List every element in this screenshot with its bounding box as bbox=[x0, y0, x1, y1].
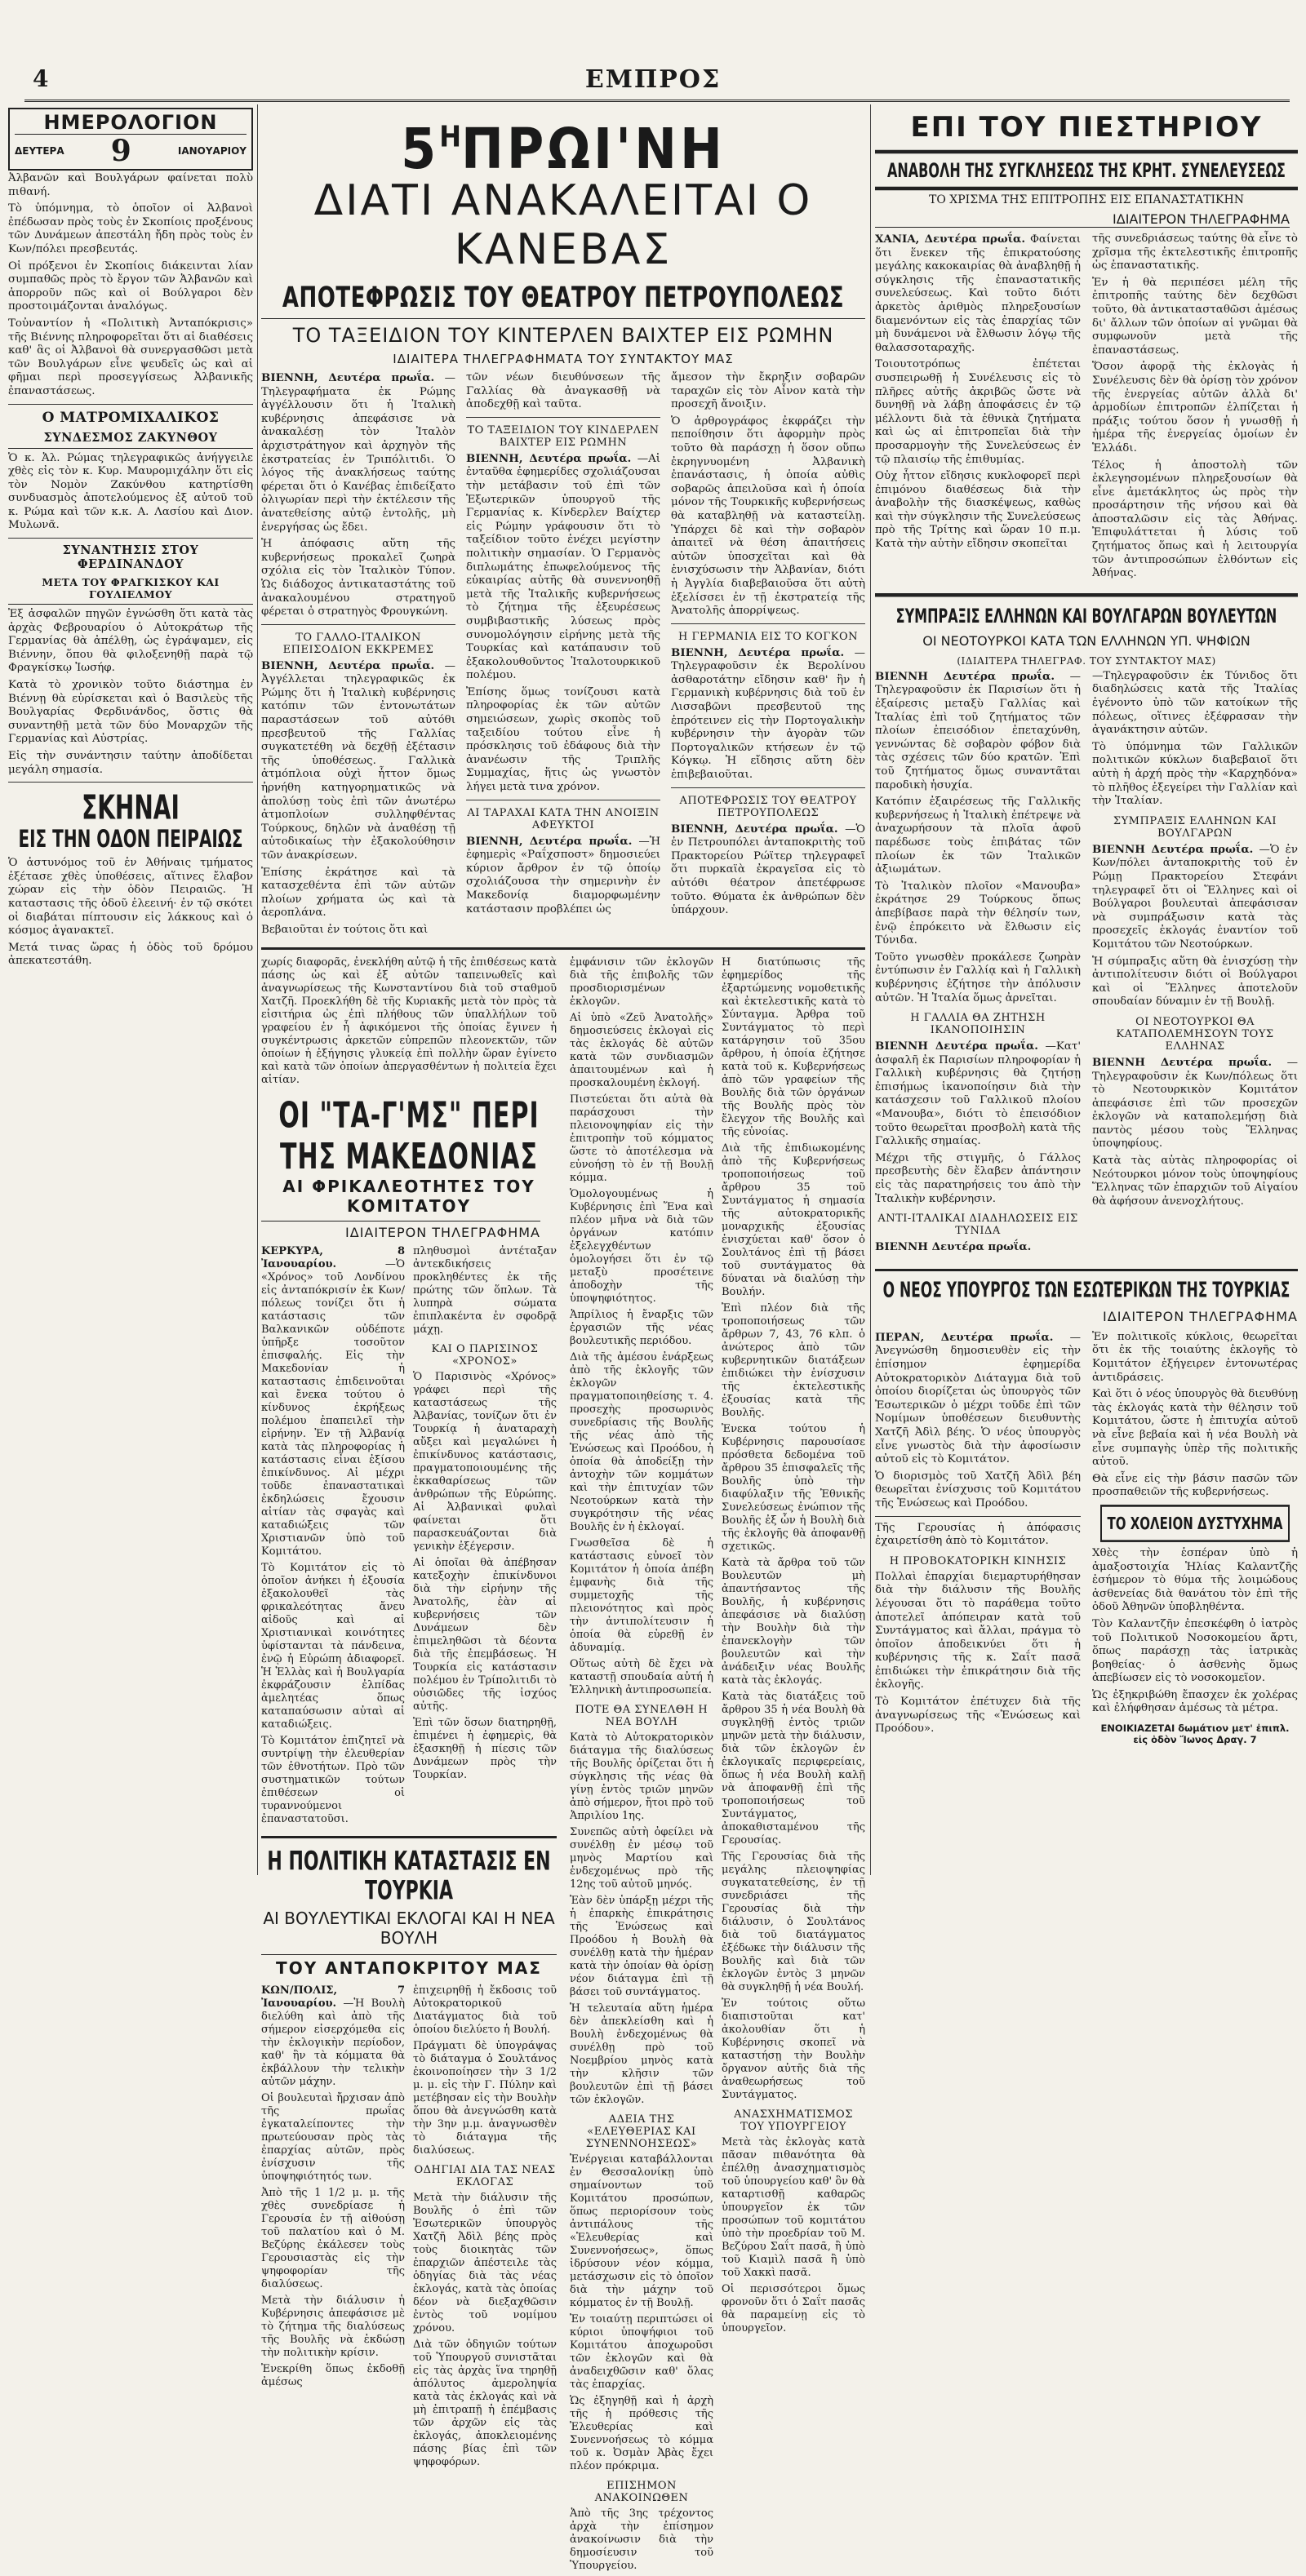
article-paragraph: Τὸ Κομιτάτον ἐπέτυχεν διὰ τῆς ἀναγνωρίσεως τῆς «Ἑνώσεως καὶ Προόδου». bbox=[875, 1696, 1081, 1736]
headline-anasximatismos: ΑΝΑΣΧΗΜΑΤΙΣΜΟΣ ΤΟΥ ΥΠΟΥΡΓΕΙΟΥ bbox=[734, 2108, 853, 2133]
article-paragraph bbox=[261, 1984, 405, 2089]
article-paragraph: Κατὰ τὸ χρονικὸν τοῦτο διάστημα ἐν Βιέννῃ θὰ εὑρίσκεται καὶ ὁ Βασιλεὺς τῆς Βουλγαρίας Φερδινάνδος, ὅστις θὰ συναντηθῇ μετὰ τῶν δύο Μοναρχῶν τῆς Γερμανίας καὶ Αὐστρίας. bbox=[8, 679, 253, 746]
article-text: —Τηλεγραφοῦσιν ἐκ Κων/πόλεως ὅτι τὸ Νεοτουρκικὸν Κομιτάτον ἀπεφάσισε ἐπὶ τῶν προσεχῶν ἐκλογῶν νὰ καταπολεμήσῃ διὰ παντὸς μέσου τοὺς Ἕλληνας ὑποψηφίους. bbox=[1092, 1056, 1299, 1151]
article-paragraph: Τέλος ἡ ἀποστολὴ τῶν ἐκλεγησομένων πληρεξουσίων θὰ εἶνε ἀμετάκλητος ὡς πρὸς τὴν προσάρτησιν τῆς νήσου καὶ θὰ ἀποσταλῶσιν εἰς τὰς Ἀθήνας. Ἐπιφυλάττεται ἡ λύσις τοῦ ζητήματος ὅπως καὶ ἡ λειτουργία τῶν ἀντιπροσώπων ἐλθόντων εἰς Ἀθήνας. bbox=[1092, 459, 1298, 580]
calendar-box bbox=[8, 108, 253, 171]
headline-idiaiteron: ΙΔΙΑΙΤΕΡΟΝ ΤΗΛΕΓΡΑΦΗΜΑ bbox=[261, 1221, 540, 1240]
headline-gallia: Η ΓΑΛΛΙΑ ΘΑ ΖΗΤΗΣΗ ΙΚΑΝΟΠΟΙΗΣΙΝ bbox=[910, 1012, 1046, 1037]
article-paragraph: Ἐπὶ πλέον διὰ τῆς τροποποιήσεως τῶν ἄρθρων 7, 43, 76 κλπ. ὁ ἀνώτερος ἀπὸ τῶν κυβερνητικῶν διατάξεων ἐπιδιώκει τὴν ἐνίσχυσιν τῆς ἐκτελεστικῆς ἐξουσίας κατὰ τῆς Βουλῆς. bbox=[722, 1301, 865, 1419]
article-paragraph: Τοιουτοτρόπως ἐπέτεται συσπειρωθῇ ἡ Συνέλευσις εἰς τὸ πλῆρες αὐτῆς ἀκριβῶς ὥστε νὰ δυνηθῇ νὰ λάβῃ ἀποφάσεις ἐν τῷ μέλλοντι διὰ τὰ ἐθνικὰ ζητήματα καὶ ὡς αἱ ἐπιτροπεῖαι διὰ τὴν προσαρμογὴν τῆς Συνελεύσεως ἐν τῷ πλαισίῳ τῆς ἐπιθυμίας. bbox=[875, 358, 1081, 466]
article-paragraph: Τὸ Ἰταλικὸν πλοῖον «Μανουβα» ἐκράτησε 29 Τούρκους ὅπως ἀπεβίβασε παρὰ τὴν θέλησίν των, ἐνῷ ἐπρόκειτο νὰ ἔλθωσιν εἰς Τύνιδα. bbox=[875, 880, 1081, 947]
article-paragraph: Μετὰ τὴν διάλυσιν τῆς Βουλῆς ὁ ἐπὶ τῶν Ἐσωτερικῶν ὑπουργὸς Χατζῆ Ἀδὶλ βέης πρὸς τοὺς διοικητὰς τῶν ἐπαρχιῶν ἀπέστειλε τὰς ὁδηγίας διὰ τὰς νέας ἐκλογάς, κατὰ τὰς ὁποίας δέον νὰ διεξαχθῶσιν ἐντὸς τοῦ νομίμου χρόνου. bbox=[413, 2191, 557, 2334]
frik-columns bbox=[261, 1245, 557, 1829]
dateline: ΒΙΕΝΝΗ, Δευτέρα πρωΐα. bbox=[671, 645, 845, 659]
headline-neos-ypourgos: Ο ΝΕΟΣ ΥΠΟΥΡΓΟΣ ΤΩΝ ΕΣΩΤΕΡΙΚΩΝ ΤΗΣ ΤΟΥΡΚΙΑΣ bbox=[875, 1269, 1298, 1303]
article-text: —Ὁ «Χρόνος» τοῦ Λονδίνου εἰς ἀνταπόκρισίν ἐκ Κων/πόλεως τονίζει ὅτι ἡ κατάστασις τῶν Βαλκανικῶν οὐδέποτε ὑπῆρξε τοσοῦτον ἐπισφαλής. Εἰς τὴν Μακεδονίαν ἡ καταστασις ἐπιδεινοῦται καὶ ἔνεκα τούτου ὁ κίνδυνος ἐκρήξεως πολέμου ἐπαπειλεῖ τὴν εἰρήνην. Ἐν τῇ Ἀλβανίᾳ κατὰ τὰς πληροφορίας ἡ κατάστασις εἶναι ἐξίσου ἐπικίνδυνος. Αἱ μέχρι τοῦδε ἐπαναστατικαὶ ἐκδηλώσεις ἔχουσιν αἰτίαν τὰς σφαγὰς καὶ καταδιώξεις τῶν Χριστιανῶν ὑπὸ τοῦ Κομιτάτου. bbox=[261, 1257, 405, 1558]
article-paragraph: Θὰ εἶνε εἰς τὴν βάσιν πασῶν τῶν προσπαθειῶν τῆς κυβερνήσεως. bbox=[1092, 1472, 1298, 1499]
article-paragraph: Ὁ διορισμὸς τοῦ Χατζῆ Ἀδὶλ βέη θεωρεῖται ἐνίσχυσις τοῦ Κομιτάτου τῆς Ἑνώσεως καὶ Προόδου. bbox=[875, 1470, 1081, 1510]
article-paragraph bbox=[875, 670, 1081, 792]
article-paragraph: Μετὰ τὰς ἐκλογὰς κατὰ πᾶσαν πιθανότητα θὰ ἐπέλθῃ ἀνασχηματισμὸς τοῦ ὑπουργείου καθ' ὃν θὰ καταρτισθῇ καθαρῶς ὑπουργεῖον ἐκ τῶν προσώπων τοῦ κομιτάτου ὑπὸ τὴν προεδρίαν τοῦ Μ. Βεζύρου Σαΐτ πασᾶ, ἢ ὑπὸ τοῦ Κιαμὶλ πασᾶ ἢ ὑπὸ τοῦ Χακκὶ πασᾶ. bbox=[722, 2135, 865, 2279]
article-paragraph: τῆς συνεδριάσεως ταύτης θὰ εἶνε τὸ χρῖσμα τῆς ἐκτελεστικῆς ἐπιτροπῆς ὡς ἐπαναστατικῆς. bbox=[1092, 233, 1298, 273]
calendar-date bbox=[15, 134, 247, 167]
article-paragraph: Ἀπὸ τῆς 1 1/2 μ. μ. τῆς χθὲς συνεδρίασε ἡ Γερουσία ἐν τῇ αἰθούσῃ τοῦ παλατίου καὶ ὁ Μ. Βεζύρης ἐκάλεσεν τοὺς Γερουσιαστὰς εἰς τὴν ψηφοφορίαν τῆς διαλύσεως. bbox=[261, 2186, 405, 2290]
article-paragraph: Ἀπὸ τῆς 3ης τρέχοντος ἀρχὰ τὴν ἐπίσημον ἀνακοίνωσιν διὰ τὴν δημοσίευσιν τοῦ Ὑπουργείου. bbox=[570, 2507, 713, 2572]
dateline: ΒΙΕΝΝΗ, Δευτέρα πρωΐα. bbox=[671, 822, 838, 836]
article-text: —Κατ' ἀσφαλῆ ἐκ Παρισίων πληροφορίαν ἡ Γαλλικὴ κυβέρνησις θὰ ζητήσῃ ἐπισήμως ἱκανοποίησιν διὰ τὴν κατάσχεσιν τοῦ Γαλλικοῦ πλοίου «Μανουβα», διότι τὸ ἐπεισόδιον τοῦτο θεωρεῖται προσβολὴ κατὰ τῆς Γαλλικῆς σημαίας. bbox=[875, 1040, 1082, 1148]
dateline: ΒΙΕΝΝΗ Δευτέρα πρωΐα. bbox=[1092, 842, 1254, 856]
article-text: —Ὁ ἐν Πετρουπόλει ἀνταποκριτὴς τοῦ Πρακτορείου Ρώϊτερ τηλεγραφεῖ ὅτι πυρκαϊὰ ἐκραγεῖσα εἰς τὸ αὐτόθι θέατρον ἀπετέφρωσε τοῦτο. Θύματα ἐκ ἀνθρώπων δὲν ὑπάρχουν. bbox=[671, 822, 865, 917]
section-rule bbox=[8, 404, 253, 405]
article-paragraph: Τῆς Γερουσίας ἡ ἀπόφασις ἐχαιρετίσθη ἀπὸ τὸ Κομιτάτον. bbox=[875, 1521, 1081, 1548]
article-paragraph: Χθὲς τὴν ἑσπέραν ὑπὸ ἡ ἀμαξοστοιχία Ἡλίας Καλαντζῆς ἐσήμερον τὸ θύμα τῆς λοιμώδους ἀσθενείας διὰ θανάτου τὸν ἐπὶ τῆς ὁδοῦ Ἀθηνῶν ὑποβληθέντα. bbox=[1092, 1546, 1298, 1614]
article-paragraph: ἐπιχειρηθῇ ἡ ἔκδοσις τοῦ Αὐτοκρατορικοῦ Διατάγματος διὰ τοῦ ὁποίου διελύετο ἡ Βουλή. bbox=[413, 1984, 557, 2036]
article-paragraph: Ἀπρίλιος ἡ ἔναρξις τῶν ἐργασιῶν τῆς νέας βουλευτικῆς περιόδου. bbox=[570, 1308, 713, 1347]
article-paragraph bbox=[1092, 843, 1298, 952]
lower-center-columns bbox=[261, 956, 865, 2576]
dateline: ΧΑΝΙΑ, Δευτέρα πρωΐα. bbox=[875, 233, 1026, 246]
column-right bbox=[875, 108, 1298, 1878]
article-paragraph: Μετά τινας ὥρας ἡ ὁδὸς τοῦ δρόμου ἀπεκατεστάθη. bbox=[8, 941, 253, 968]
article-paragraph: Ἐνεκα τούτου ἡ Κυβέρνησις παρουσίασε πρόσθετα δεδομένα τοῦ ἄρθρου 35 ἐπισφαλεῖς τῆς Βουλῆς ὑπὸ τὴν διαφύλαξιν τῆς Ἐθνικῆς Συνελεύσεως ἐνώπιον τῆς Βουλῆς ἐξ ὧν ἡ Βουλὴ διὰ τῆς ἐκλογῆς θὰ ἀποφανθῇ σχετικῶς. bbox=[722, 1422, 865, 1553]
article-paragraph: Τοῦτο γνωσθὲν προκάλεσε ζωηρὰν ἐντύπωσιν ἐν Γαλλίᾳ καὶ ἡ Γαλλικὴ κυβέρνησις ἐζήτησε τὴν ἀπόλυσιν αὐτῶν. Ἡ Ἰταλία ὅμως ἀρνεῖται. bbox=[875, 951, 1081, 1004]
main-headline-text: ΠΡΩΙ'ΝΗ bbox=[461, 116, 726, 182]
article-paragraph: Ὁμολογουμένως ἡ Κυβέρνησις ἐπὶ Ἕνα καὶ πλέον μῆνα νὰ διὰ τῶν ὀργάνων κατόπιν ἐξελεγχθέντων ὁμολογήσει ὅτι ἐν τῷ μεταξὺ προσέτεινε ἀποδοχὴν τῆς ὑποψηφιότητος. bbox=[570, 1187, 713, 1305]
headline-vouleftikai: ΑΙ ΒΟΥΛΕΥΤΙΚΑΙ ΕΚΛΟΓΑΙ ΚΑΙ Η ΝΕΑ ΒΟΥΛΗ bbox=[263, 1908, 555, 1948]
article-paragraph: Ἀλβανῶν καὶ Βουλγάρων φαίνεται πολὺ πιθανή. bbox=[8, 172, 253, 198]
headline-frikaleotites: ΑΙ ΦΡΙΚΑΛΕΟΤΗΤΕΣ ΤΟΥ ΚΟΜΙΤΑΤΟΥ bbox=[282, 1176, 535, 1216]
dateline: ΚΕΡΚΥΡΑ, 8 Ἰανουαρίου. bbox=[261, 1244, 405, 1270]
article-paragraph: Οἱ βουλευταὶ ἤρχισαν ἀπὸ τῆς πρωΐας ἐγκαταλείποντες τὴν πρωτεύουσαν πρὸς τὰς ἐπαρχίας αὐτῶν, πρὸς ἐνίσχυσιν τῆς ὑποψηφιότητός των. bbox=[261, 2091, 405, 2183]
article-paragraph bbox=[261, 371, 455, 534]
headline-tarachai: ΑΙ ΤΑΡΑΧΑΙ ΚΑΤΑ ΤΗΝ ΑΝΟΙΞΙΝ ΑΦΕΥΚΤΟΙ bbox=[467, 806, 660, 831]
dateline: ΒΙΕΝΝΗ, Δευτέρα πρωΐα. bbox=[261, 658, 435, 672]
article-text: —Ἡ Βουλὴ διελύθη καὶ ἀπὸ τῆς σήμερον εἰσερχόμεθα εἰς τὴν ἐκλογικὴν περίοδον, καθ' ἣν τὰ κόμματα θὰ ἐκβάλλουν τὴν τελικὴν αὐτῶν μάχην. bbox=[261, 1997, 405, 2088]
headline-provokatoriki: Η ΠΡΟΒΟΚΑΤΟΡΙΚΗ ΚΙΝΗΣΙΣ bbox=[889, 1554, 1067, 1567]
article-paragraph: Κατὰ τὰς αὐτὰς πληροφορίας οἱ Νεότουρκοι μόνον τοὺς ὑποψηφίους Ἕλληνας τῶν ἐπαρχιῶν τοῦ Αἰγαίου θὰ ἀφήσουν ἀνενοχλήτους. bbox=[1092, 1155, 1298, 1208]
headline-antapokritou: ΤΟΥ ΑΝΤΑΠΟΚΡΙΤΟΥ ΜΑΣ bbox=[261, 1954, 557, 1978]
article-paragraph: Αἱ ὁποῖαι θὰ ἀπέβησαν κατεξοχὴν ἐπικίνδυνοι διὰ τὴν εἰρήνην τῆς Ἀνατολῆς, ἐὰν αἱ κυβερνήσεις τῶν Δυνάμεων δὲν ἐπιμεληθῶσι τὰ δέοντα διὰ τῆς ἐπεμβάσεως. Ἡ Τουρκία εἰς κατάστασιν πολέμου ἐν Τρίπολιτιδι τὸ οὐσιῶδες τῆς ἰσχύος αὐτῆς. bbox=[413, 1556, 557, 1713]
article-paragraph: Ἐπίσης ὅμως τονίζουσι κατὰ πληροφορίας ἐκ τῶν αὐτῶν σημειώσεων, χωρὶς σκοπὸς τοῦ ταξειδίου τούτου εἶνε ἡ πρόσκλησις τοῦ ἐδάφους διὰ τὴν ἀνανέωσιν τῆς Τριπλῆς Συμμαχίας, ἥτις ὡς γνωστὸν λήγει μετὰ τινα χρόνον. bbox=[466, 685, 660, 794]
sympraxis-columns bbox=[875, 670, 1298, 1258]
neos-col-a bbox=[875, 1331, 1081, 1745]
article-paragraph bbox=[466, 452, 660, 683]
headline-idiaiteron: ΙΔΙΑΙΤΕΡΟΝ ΤΗΛΕΓΡΑΦΗΜΑ bbox=[875, 211, 1290, 228]
article-text: —Τηλεγραφοῦσιν ἐκ Βερολίνου ἀσθαροτάτην εἴδησιν καθ' ἣν ἡ Γερμανικὴ κυβέρνησις διὰ τοῦ ἐν Λισσαβῶνι πρεσβευτοῦ της ἐπρότεινεν εἰς τὴν Πορτογαλικὴν κυβέρνησιν τὴν ἀγορὰν τῶν Πορτογαλικῶν κτήσεων ἐν τῷ Κόγκῳ. Ἡ εἴδησις αὕτη δὲν ἐπιβεβαιοῦται. bbox=[671, 646, 865, 782]
telegram-col-a bbox=[261, 371, 455, 941]
dateline: ΒΙΕΝΝΗ Δευτέρα πρωΐα. bbox=[875, 1240, 1032, 1254]
headline-odigiai: ΟΔΗΓΙΑΙ ΔΙΑ ΤΑΣ ΝΕΑΣ ΕΚΛΟΓΑΣ bbox=[414, 2163, 556, 2188]
headline-taxeidion: ΤΟ ΤΑΞΕΙΔΙΟΝ ΤΟΥ ΚΙΝΔΕΡΛΕΝ ΒΑΙΧΤΕΡ ΕΙΣ ΡΩΜΗΝ bbox=[467, 423, 660, 449]
lower-left bbox=[261, 956, 557, 2576]
article-paragraph: Καὶ ὅτι ὁ νέος ὑπουργὸς θὰ διευθύνῃ τὰς ἐκλογάς κατὰ τὴν θέλησιν τοῦ Κομιτάτου, ὥστε ἡ ἐπιτυχία αὐτοῦ νὰ εἶνε βεβαία καὶ ἡ νέα Βουλὴ νὰ εἶνε συμπαγὴς ὑπὲρ τῆς πολιτικῆς αὐτοῦ. bbox=[1092, 1388, 1298, 1469]
article-paragraph: πληθυσμοὶ ἀντέταξαν ἀντεκδικήσεις προκληθέντες ἐκ τῆς πρώτης τῶν ὅπλων. Τὰ λυπηρὰ σώματα ἐπιπλακέντα ἐν σφοδρᾷ μάχῃ. bbox=[413, 1244, 557, 1336]
article-paragraph: Ὁ κ. Ἀλ. Ρώμας τηλεγραφικῶς ἀνήγγειλε χθὲς εἰς τὸν κ. Κυρ. Μαυρομιχάλην ὅτι εἰς τὸν Νομὸν Ζακύνθου κατηρτίσθη συνδυασμὸς ἀποτελούμενος ἐξ αὐτοῦ τοῦ κ. Ρώμα καὶ τῶν κ.κ. Α. Λασίου καὶ Διον. Μυλωνᾶ. bbox=[8, 451, 253, 532]
column-left bbox=[8, 108, 253, 1878]
article-paragraph bbox=[1092, 1056, 1298, 1151]
lower-right-col-b bbox=[722, 956, 865, 2576]
article-paragraph: Τοὐναντίον ἡ «Πολιτικὴ Ἀνταπόκρισις» τῆς Βιέννης πληροφορεῖται ὅτι αἱ διαθέσεις καθ' ἃς οἱ Ἀλβανοὶ θὰ συνεργασθῶσι μετὰ τῶν Βουλγάρων εἶνε ψευδεῖς ὡς καὶ αἱ φῆμαι περὶ προσεγγίσεως Ἀλβανικῆς ἐπαναστάσεως. bbox=[8, 317, 253, 397]
neos-col-b bbox=[1092, 1331, 1298, 1745]
article-paragraph: Τὸ ὑπόμνημα τῶν Γαλλικῶν πολιτικῶν κύκλων διαβεβαιοῖ ὅτι αὐτὴ ἡ ἀρχή πρὸς τὴν «Καρχηδόνα» τὸ πλῆθος ἐξεγείρει τὴν Γαλλίαν καὶ τὴν Ἰταλίαν. bbox=[1092, 740, 1298, 808]
headline-adeia: ΑΔΕΙΑ ΤΗΣ «ΕΛΕΥΘΕΡΙΑΣ ΚΑΙ ΣΥΝΕΝΝΟΗΣΕΩΣ» bbox=[585, 2113, 698, 2150]
subhead-idiaitera: ΙΔΙΑΙΤΕΡΑ ΤΗΛΕΓΡΑΦΗΜΑΤΑ ΤΟΥ ΣΥΝΤΑΚΤΟΥ ΜΑΣ bbox=[393, 352, 734, 366]
article-paragraph: Διὰ τῆς ἀμέσου ἐνάρξεως ἀπὸ τῆς ἐκλογῆς τῶν ἐκλογῶν πραγματοποιηθείσης τ. 4. προσεχὴς προσωρινὸς συνεδρίασις τῆς Βουλῆς τῆς νέας ἀπὸ τῆς Ἑνώσεως καὶ Προόδου, ἡ ὁποία θὰ ἀποδείξῃ τὴν ἀντοχὴν τῶν κομμάτων καὶ τὴν ἐπιτυχίαν τῶν Νεοτούρκων κατὰ τὴν συγκρότησιν τῆς νέας Βουλῆς ἐν ἡ ἐκλογαί. bbox=[570, 1350, 713, 1533]
article-paragraph: Ἐπίσης ἐκράτησε καὶ τὰ κατασχεθέντα ἐπὶ τῶν αὐτῶν πλοίων χρήματα ὡς καὶ τὰ ἀεροπλάνα. bbox=[261, 866, 455, 920]
headline-pote: ΠΟΤΕ ΘΑ ΣΥΝΕΛΘΗ Η ΝΕΑ ΒΟΥΛΗ bbox=[575, 1703, 709, 1728]
article-paragraph: Οἱ περισσότεροι ὅμως φρονοῦν ὅτι ὁ Σαΐτ πασᾶς θὰ παραμείνῃ εἰς τὸ ὑπουργεῖον. bbox=[722, 2282, 865, 2334]
main-headline-sup: Η bbox=[439, 119, 462, 154]
article-paragraph: Οἱ πρόξενοι ἐν Σκοπίοις διάκεινται λίαν συμπαθῶς πρὸς τὸ ἔργον τῶν Ἀλβανῶν καὶ ἀπορροῦν πῶς καὶ οἱ Βούλγαροι δὲν προστοιμάζονται ἀναλόγως. bbox=[8, 259, 253, 313]
headline-epi-tou-piestiriou: ΕΠΙ ΤΟΥ ΠΙΕΣΤΗΡΙΟΥ bbox=[910, 111, 1263, 144]
article-text: —Τηλεγραφοῦσιν ἐκ Παρισίων ὅτι ἡ ἐξαίρεσις μεταξὺ Γαλλίας καὶ Ἰταλίας ἐπὶ τοῦ ζητήματος τῶν πλοίων ἐπεισόδιον ἐπεταχύνθη, γεννώντας δὲ σοβαρὸν φόβον διὰ τὰς σχέσεις τῶν δύο κρατῶν. Ἐπὶ τοῦ ζητήματος ὅμως συναντᾶται παροδικὴ ἡσυχία. bbox=[875, 670, 1082, 791]
headline-kanevas: ΔΙΑΤΙ ΑΝΑΚΑΛΕΙΤΑΙ Ο ΚΑΝΕΒΑΣ bbox=[313, 176, 813, 274]
article-text: —Ὁ ἐν Κων/πόλει ἀνταποκριτὴς τοῦ ἐν Ρώμῃ Πρακτορείου Στεφάνι τηλεγραφεῖ ὅτι οἱ Ἕλληνες καὶ οἱ Βούλγαροι βουλευταὶ ἀπεφάσισαν νὰ συμπράξωσιν κατὰ τὰς προσεχεῖς ἐκλογάς ἐναντίον τοῦ Κομιτάτου τῶν Νεοτούρκων. bbox=[1092, 843, 1299, 951]
article-paragraph: Η διατύπωσις τῆς ἐφημερίδος τῆς ἐξαρτώμενης νομοθετικῆς καὶ ἐκτελεστικῆς κατὰ τὸ Σύνταγμα. Ἀρθρα τοῦ Συντάγματος τὸ περὶ κατάργησιν τοῦ 35ου ἄρθρου, ἡ ὁποία ἐζήτησε κατὰ τοῦ κ. Κυβερνήσεως ἀπὸ τῶν γραφείων τῆς Βουλῆς διὰ τῶν ὀργάνων τῆς Βουλῆς πρὸς τὸν ἔλεγχον τῆς Βουλῆς καὶ τῆς εὐνοίας. bbox=[722, 955, 865, 1138]
article-paragraph: Ἐν τούτοις οὕτω διαπιστοῦται κατ' ἀκολουθίαν ὅτι ἡ Κυβέρνησις σκοπεῖ νὰ καταστήσῃ τὴν Βουλὴν ὄργανον αὐτῆς διὰ τῆς ἀναθεωρήσεως τοῦ Συντάγματος. bbox=[722, 1997, 865, 2101]
polit-columns bbox=[261, 1984, 557, 2472]
article-paragraph: ἄμεσον τὴν ἔκρηξιν σοβαρῶν ταραχῶν εἰς τὸν Αἶνον κατὰ τὴν προσεχῆ ἄνοιξιν. bbox=[671, 371, 865, 411]
article-paragraph: Ἡ τελευταία αὕτη ἡμέρα δὲν ἀπεκλείσθη καὶ ἡ Βουλὴ ἐνδεχομένως θὰ συνέλθῃ πρὸ τοῦ Νοεμβρίου μηνὸς κατὰ τὴν κλῆσιν τῶν βουλευτῶν ἐπὶ τῇ βάσει τῶν ἐκλογῶν. bbox=[570, 2002, 713, 2106]
dateline: ΚΩΝ/ΠΟΛΙΣ, 7 Ἰανουαρίου. bbox=[261, 1984, 405, 2010]
sympraxis-col-b bbox=[1092, 670, 1298, 1258]
page-number: 4 bbox=[33, 65, 49, 92]
article-paragraph: Οὕτως αὐτὴ δὲ ἔχει νὰ καταστῇ σπουδαία αὐτή ἡ Ἑλληνικὴ ἀντιπροσωπεία. bbox=[570, 1657, 713, 1696]
article-paragraph bbox=[671, 822, 865, 918]
section-rule bbox=[671, 623, 865, 624]
article-paragraph: Τῆς Γερουσίας διὰ τῆς μεγάλης πλειοψηφίας συγκατατεθείσης, ἐν τῇ συνεδριάσει τῆς Γερουσίας διὰ τὴν διάλυσιν, ὁ Σουλτάνος διὰ τοῦ διατάγματος ἐξέδωκε τὴν διάλυσιν τῆς Βουλῆς καὶ διὰ τῶν ἐκλογῶν ἐντὸς 3 μηνῶν θὰ συγκληθῇ ἡ νέα Βουλή. bbox=[722, 1850, 865, 1993]
headline-matromichalikos: Ο ΜΑΤΡΟΜΙΧΑΛΙΚΟΣ bbox=[42, 409, 220, 426]
headline-anti-italikai: ΑΝΤΙ-ΙΤΑΛΙΚΑΙ ΔΙΑΔΗΛΩΣΕΙΣ ΕΙΣ ΤΥΝΙΔΑ bbox=[877, 1213, 1078, 1238]
article-paragraph: Ὁ ἀρθρογράφος ἐκφράζει τὴν πεποίθησιν ὅτι ἀφορμὴν πρὸς τοῦτο θὰ παράσχῃ ἡ ὅσον οὕπω ἐκρηγνυομένη Ἀλβανικὴ ἐπανάστασις, ἡ ὁποία αὐθὶς σοβαρῶς ἀπειλοῦσα καὶ ἡ ὁποία μόνον τῆς Τουρκικῆς κυβερνήσεως θὰ καταβληθῇ νὰ καταστείλῃ. Ὑπάρχει δὲ καὶ τὴν σοβαρὸν ἀπαιτεῖ νὰ θέση ἀπαιτήσεις αὐτῶν ὑποσχεῖται καὶ θὰ ἐνισχύσωσιν τὴν Ἀλβανίαν, διότι ἡ Ἀγγλία διαβεβαιοῦσα ὅτι αὐτὴ ἐξελίσσει ἐν τῇ ἐκστρατείᾳ τῆς Ἀνατολῆς ἀπορρίψεως. bbox=[671, 415, 865, 618]
article-paragraph: Αἱ ὑπὸ «Ζεῦ Ἀνατολῆς» δημοσιεύσεις ἐκλογαὶ εἰς τὰς ἐκλογάς δὲ αὐτῶν κατὰ τῶν συνδιασμῶν ἀπαιτουμένων καὶ ἡ προσκαλουμένη ἐκλογή. bbox=[570, 1011, 713, 1089]
dateline: ΒΙΕΝΝΗ Δευτέρα πρωΐα. bbox=[875, 669, 1055, 683]
article-paragraph bbox=[875, 1240, 1081, 1255]
headline-neotourkoi-2: ΟΙ ΝΕΟΤΟΥΡΚΟΙ ΘΑ ΚΑΤΑΠΟΛΕΜΗΣΟΥΝ ΤΟΥΣ ΕΛΛΗΝΑΣ bbox=[1116, 1015, 1274, 1053]
dateline: ΒΙΕΝΝΗ, Δευτέρα πρωΐα. bbox=[466, 834, 633, 848]
article-paragraph: Μέχρι τῆς στιγμῆς, ὁ Γάλλος πρεσβευτὴς δὲν ἔλαβεν ἀπάντησιν εἰς τὰς παρατηρήσεις του ἀπὸ τὴν Ἰταλικὴν κυβέρνησιν. bbox=[875, 1151, 1081, 1205]
calendar-title: ΗΜΕΡΟΛΟΓΙΟΝ bbox=[43, 111, 218, 134]
section-rule bbox=[261, 947, 865, 950]
article-paragraph: Κατὰ τὰς διατάξεις τοῦ ἄρθρου 35 ἡ νέα Βουλὴ θὰ συγκληθῇ ἐντὸς τριῶν μηνῶν μετὰ τὴν διάλυσιν, διὰ τῶν ἐκλογῶν ἐν ἐκλογικαῖς περιφερείαις, ὅπως ἡ νέα Βουλὴ καλῇ νὰ ἀποφανθῇ ἐπὶ τῆς τροποποιήσεως τοῦ Συντάγματος, ἀποκαθισταμένου τῆς Γερουσίας. bbox=[722, 1690, 865, 1847]
article-paragraph: Τὸ Κομιτάτον ἐπιζητεῖ νὰ συντρίψῃ τὴν ἐλευθερίαν τῶν ἐθνοτήτων. Πρὸ τῶν συστηματικῶν τούτων ἐπιθέσεων οἱ τυραννούμενοι ἐπαναστατοῦσι. bbox=[261, 1734, 405, 1825]
subhead-taxeidion: ΤΟ ΤΑΞΕΙΔΙΟΝ ΤΟΥ ΚΙΝΤΕΡΛΕΝ ΒΑΙΧΤΕΡ ΕΙΣ ΡΩΜΗΝ bbox=[261, 318, 865, 347]
polit-col-a bbox=[261, 1984, 405, 2472]
calendar-day-number: 9 bbox=[110, 134, 131, 168]
polit-col-b bbox=[413, 1984, 557, 2472]
headline-gallo-italikon: ΤΟ ΓΑΛΛΟ-ΙΤΑΛΙΚΟΝ ΕΠΕΙΣΟΔΙΟΝ ΕΚΚΡΕΜΕΣ bbox=[282, 631, 434, 656]
headline-syndesmos: ΣΥΝΔΕΣΜΟΣ ΖΑΚΥΝΘΟΥ bbox=[8, 431, 253, 449]
calendar-day: ΔΕΥΤΕΡΑ bbox=[15, 145, 64, 157]
dateline: ΠΕΡΑΝ, Δευτέρα πρωΐα. bbox=[875, 1330, 1054, 1344]
article-paragraph: Ἐνεκρίθη ὅπως ἐκδοθῇ ἀμέσως bbox=[261, 2362, 405, 2388]
article-paragraph: Κατὰ τὰ ἄρθρα τοῦ τῶν Βουλευτῶν μὴ ἀπαντήσαντος τῆς Βουλῆς, ἡ κυβέρνησις ἀπεφάσισε νὰ διαλύσῃ τὴν Βουλὴν διὰ τὴν ἐπανεκλογὴν τῶν βουλευτῶν καὶ τὴν ἀνάδειξιν νέας Βουλῆς κατὰ τὰς ἐκλογάς. bbox=[722, 1556, 865, 1687]
telegram-col-c bbox=[671, 371, 865, 941]
dateline: ΒΙΕΝΝΗ, Δευτέρα πρωΐα. bbox=[466, 451, 632, 465]
section-rule bbox=[466, 417, 660, 418]
neos-columns bbox=[875, 1331, 1298, 1745]
article-paragraph: ἐμφάνισιν τῶν ἐκλογῶν διὰ τῆς ἐπιβολῆς τῶν προσδιορισμένων ἐκλογῶν. bbox=[570, 955, 713, 1008]
article-paragraph: Ὁ ἀστυνόμος τοῦ ἐν Ἀθήναις τμήματος ἐξέτασε χθὲς ὑποθέσεις, αἵτινες ἔλαβον χώραν εἰς τὴν ὁδὸν Πειραιῶς. Ἡ καταστασις τῆς ὁδοῦ ἐλεεινή· ἐν τῷ σκότει οἱ διαβάται πίπτουσιν εἰς λάκκους καὶ ὁ κόσμος ἀγανακτεῖ. bbox=[8, 857, 253, 938]
headline-meta: ΜΕΤΑ ΤΟΥ ΦΡΑΓΚΙΣΚΟΥ ΚΑΙ ΓΟΥΛΙΕΛΜΟΥ bbox=[8, 576, 253, 605]
article-paragraph: Εἰς τὴν συνάντησιν ταύτην ἀποδίδεται μεγάλη σημασία. bbox=[8, 750, 253, 776]
article-text: —Ἀνεγνώσθη δημοσιευθὲν εἰς τὴν ἐπίσημον ἐφημερίδα Αὐτοκρατορικὸν Διάταγμα διὰ τοῦ ὁποίου διορίζεται ὡς ὑπουργὸς τῶν Ἐσωτερικῶν ὁ μέχρι τοῦδε ἐπὶ τῶν Νομίμων ὑποθέσεων διευθυντὴς Χατζῆ Ἀδὶλ βέης. Ὁ νέος ὑπουργὸς εἶνε γνωστὸς διὰ τὴν ἀφοσίωσιν αὐτοῦ εἰς τὸ Κομιτάτον. bbox=[875, 1331, 1081, 1466]
headline-episimon: ΕΠΙΣΗΜΟΝ ΑΝΑΚΟΙΝΩΘΕΝ bbox=[594, 2479, 689, 2504]
telegram-col-b bbox=[466, 371, 660, 941]
lower-right bbox=[570, 956, 865, 2576]
article-text: —Ἡ ἐφημερὶς «Ραΐχσποστ» δημοσιεύει κύριον ἄρθρον ἐν τῷ ὁποίῳ σχολιάζουσα τὴν σημερινὴν ἐν Μακεδονίᾳ διαμορφωμένην κατάστασιν προβλέπει ὡς bbox=[466, 835, 660, 916]
article-paragraph: Συνεπῶς αὐτὴ ὀφείλει νὰ συνέλθῃ ἐν μέσῳ τοῦ μηνὸς Μαρτίου καὶ ἐνδεχομένως πρὸ τῆς 12ης τοῦ αὐτοῦ μηνός. bbox=[570, 1825, 713, 1891]
article-paragraph: Τὸ Κομιτάτον εἰς τὸ ὁποῖον ἀνήκει ἡ ἐξουσία ἐξακολουθεῖ τὰς φρικαλεότητας ἄνευ αἰδοῦς καὶ αἱ Χριστιανικαὶ κοινότητες ὑφίστανται τὰ πάνδεινα, ἐνῷ ἡ Εὐρώπη ἀδιαφορεῖ. Ἡ Ἑλλὰς καὶ ἡ Βουλγαρία ἐκφράζουσιν ἐλπίδας ἀμελητέας ὅπως καταπαύσωσιν αὐταὶ αἱ καταδιώξεις. bbox=[261, 1561, 405, 1731]
sympraxis-col-a bbox=[875, 670, 1081, 1258]
dateline: ΒΙΕΝΝΗ Δευτέρα πρωΐα. bbox=[1092, 1055, 1273, 1069]
frik-col-a bbox=[261, 1245, 405, 1829]
main-headline-number: 5 bbox=[401, 116, 440, 182]
section-rule bbox=[261, 1836, 557, 1838]
frik-col-b bbox=[413, 1245, 557, 1829]
article-paragraph bbox=[875, 1331, 1081, 1467]
headline-apotefrosis: ΑΠΟΤΕΦΡΩΣΙΣ ΤΟΥ ΘΕΑΤΡΟΥ ΠΕΤΡΟΥΠΟΛΕΩΣ bbox=[679, 794, 857, 819]
article-paragraph: Ἐνέργειαι καταβάλλονται ἐν Θεσσαλονίκῃ ὑπὸ σημαίνοντων τοῦ Κομιτάτου προσώπων, ὅπως περιορίσουν τοὺς ἀντιπάλους τῆς «Ἐλευθερίας καὶ Συνεννοήσεως», ὅπως ἰδρύσουν νέον κόμμα, μετάσχωσιν εἰς τὸ ὁποῖον διὰ τὴν μάχην τοῦ κόμματος ἐν τῇ Βουλῇ. bbox=[570, 2153, 713, 2309]
article-paragraph: Ἡ ἀπόφασις αὕτη τῆς κυβερνήσεως προκαλεῖ ζωηρὰ σχόλια εἰς τὸν Ἰταλικὸν Τύπον. Ὡς διάδοχος ἀντικαταστάτης τοῦ ἀνακαλουμένου στρατηγοῦ φέρεται ὁ στρατηγὸς Φρουγκώνη. bbox=[261, 538, 455, 619]
article-paragraph: Οὐχ ἧττον εἴδησις κυκλοφορεῖ περὶ ἐπιμόνου διαθέσεως διὰ τὴν ἀναβολὴν τῆς διασκέψεως, καθὼς καὶ τὴν σύγκλησιν τῆς Συνελεύσεως πρὸ τῆς Τρίτης καὶ ὥραν 10 π.μ. Κατὰ τὴν αὐτὴν εἴδησιν σκοπεῖται bbox=[875, 470, 1081, 551]
headline-skinai: ΣΚΗΝΑΙ bbox=[82, 787, 180, 827]
article-paragraph: Ἐπὶ τῶν ὅσων διατηρηθῇ, ἐπιμένει ἡ ἐφημερὶς, θὰ ἐξασκηθῇ ἡ πίεσις τῶν Δυνάμεων πρὸς τὴν Τουρκίαν. bbox=[413, 1716, 557, 1781]
article-paragraph: Πολλαὶ ἐπαρχίαι διεμαρτυρήθησαν διὰ τὴν διάλυσιν τῆς Βουλῆς λέγουσαι ὅτι τὸ παράθεμα τοῦτο ἀποτελεῖ ἀπόπειραν κατὰ τοῦ Συντάγματος καὶ ἄλλαι, πράγμα τὸ ὁποῖον ἀποδεικνύει ὅτι ἡ κυβέρνησις τῆς κ. Σαΐτ πασᾶ ἐπιδιώκει τὴν ἐπικράτησιν διὰ τῆς ἐκλογῆς. bbox=[875, 1570, 1081, 1691]
section-rule bbox=[261, 624, 455, 625]
article-paragraph: Ὁ Παρισινὸς «Χρόνος» γράφει περὶ τῆς καταστάσεως τῆς Ἀλβανίας, τονίζων ὅτι ἐν Τουρκίᾳ ἡ ἀναταραχὴ αὔξει καὶ μεγαλώνει ἡ ἐπικίνδυνος κατάστασις, πραγματοποιουμένης τῆς ἐκκαθαρίσεως τῶν ἀνθρώπων τῆς Εὐρώπης. Αἱ Ἀλβανικαὶ φυλαὶ φαίνεται ὅτι παρασκευάζονται διὰ γενικὴν ἐξέγερσιν. bbox=[413, 1370, 557, 1553]
lower-right-col-a bbox=[570, 956, 713, 2576]
article-paragraph bbox=[466, 835, 660, 917]
headline-synantisis: ΣΥΝΑΝΤΗΣΙΣ ΣΤΟΥ ΦΕΡΔΙΝΑΝΔΟΥ bbox=[62, 543, 199, 572]
article-paragraph: Ἐξ ἀσφαλῶν πηγῶν ἐγνώσθη ὅτι κατὰ τὰς ἀρχὰς Φεβρουαρίου ὁ Αὐτοκράτωρ τῆς Γερμανίας θὰ ἀπέλθῃ, ὡς ἐγράψαμεν, εἰς Βιέννην, ὅπου θὰ φιλοξενηθῇ παρὰ τῷ Φραγκίσκῳ Ἰωσήφ. bbox=[8, 608, 253, 675]
headline-neotourkoi: ΟΙ ΝΕΟΤΟΥΡΚΟΙ ΚΑΤΑ ΤΩΝ ΕΛΛΗΝΩΝ ΥΠ. ΨΗΦΙΩΝ bbox=[922, 632, 1250, 649]
lower-right-columns bbox=[570, 956, 865, 2576]
section-rule bbox=[671, 787, 865, 788]
article-paragraph: Βεβαιοῦται ἐν τούτοις ὅτι καὶ bbox=[261, 923, 429, 936]
article-paragraph: Διὰ τῶν ὁδηγιῶν τούτων τοῦ Ὑπουργοῦ συνιστᾶται εἰς τὰς ἀρχὰς ἵνα τηρηθῇ ἀπόλυτος ἀμεροληψία κατὰ τὰς ἐκλογάς καὶ νὰ μὴ ἐπιτραπῇ ἡ ἐπέμβασις τῶν ἀρχῶν εἰς τὰς ἐκλογάς, ἀποκλειομένης πάσης βίας ἐπὶ τῶν ψηφοφόρων. bbox=[413, 2338, 557, 2468]
subhead-apotefrosis: ΑΠΟΤΕΦΡΩΣΙΣ ΤΟΥ ΘΕΑΤΡΟΥ ΠΕΤΡΟΥΠΟΛΕΩΣ bbox=[282, 281, 845, 315]
article-paragraph: Γνωσθεῖσα δὲ ἡ κατάστασις εὐνοεῖ τὸν Κομιτάτον ἡ ὁποία ἀπέβη ἐμφανὴς διὰ τῆς συμμετοχῆς τῆς πλειονότητος καὶ πρὸς τὴν ἀντιπολίτευσιν ἡ ὁποία θὰ εὑρεθῇ ἐν ἀδυναμίᾳ. bbox=[570, 1536, 713, 1654]
article-paragraph bbox=[261, 659, 455, 863]
article-paragraph bbox=[875, 1040, 1081, 1149]
article-paragraph: Κατὰ τὸ Αὐτοκρατορικὸν διάταγμα τῆς διαλύσεως τῆς Βουλῆς ὁρίζεται ὅτι ἡ σύγκλησις τῆς νέας θὰ γίνῃ ἐντὸς τριῶν μηνῶν ἀπὸ σήμερον, ἤτοι πρὸ τοῦ Ἀπριλίου 1ης. bbox=[570, 1731, 713, 1822]
dateline: ΒΙΕΝΝΗ Δευτέρα πρωΐα. bbox=[875, 1040, 1038, 1053]
headline-sympraxis: ΣΥΜΠΡΑΞΙΣ ΕΛΛΗΝΩΝ ΚΑΙ ΒΟΥΛΓΑΡΩΝ ΒΟΥΛΕΥΤΩΝ bbox=[875, 593, 1298, 627]
article-paragraph: Ὅσον ἀφορᾷ τὴς ἐκλογὰς ἡ Συνέλευσις δὲν θὰ ὁρίσῃ τὸν χρόνον τῆς ἐνεργείας αὐτῶν ἀλλὰ δι' ἀρμοδίων ἐπιτροπῶν ἐλπίζεται ἡ πράξις τούτου ὅσον ἡ γνωσθῇ ἡ ἡμέρα τῆς ἐνεργείας ὁμοίων ἐν Ἑλλάδι. bbox=[1092, 361, 1298, 454]
article-text: Φαίνεται ὅτι ἕνεκεν τῆς ἐπικρατούσης μεγάλης κακοκαιρίας θὰ ἀναβληθῇ ἡ σύγκλησις τῆς ἐπαναστατικῆς συνελεύσεως. Καὶ τοῦτο διότι ἀρκετὸς ἀριθμὸς πληρεξουσίων διαμενόντων εἰς τὰς ἐπαρχίας τῶν μὴ δυνάμενοι νὰ ἔλθωσιν λόγῳ τῆς θαλασσοταραχῆς. bbox=[875, 233, 1081, 354]
newspaper-title: ΕΜΠΡΟΣ bbox=[584, 65, 722, 94]
dateline: ΒΙΕΝΝΗ, Δευτέρα πρωΐα. bbox=[261, 371, 435, 384]
article-paragraph: Κατόπιν ἐξαιρέσεως τῆς Γαλλικῆς κυβερνήσεως ἡ Ἰταλικὴ ἐπέτρεψε νὰ ἀναχωρήσουν τὰ πλοῖα ἀφοῦ παρέδωσε τοὺς ἐπιβάτας τῶν πλοίων ἐκ τῶν Ἰταλικῶν ἀξιωμάτων. bbox=[875, 796, 1081, 876]
section-rule bbox=[8, 538, 253, 539]
article-paragraph: Ἐν ἡ θὰ περιπέσει μέλη τῆς ἐπιτροπῆς ταύτης δὲν δεχθῶσι τοῦτο, θὰ ἀντικατασταθῶσι ἀμέσως δι' ἄλλων τῶν ὁποίων αἱ γνῶμαι θὰ συμφωνοῦν μετὰ τῆς ἐπαναστάσεως. bbox=[1092, 276, 1298, 357]
headline-anavoli: ΑΝΑΒΟΛΗ ΤΗΣ ΣΥΓΚΛΗΣΕΩΣ ΤΗΣ ΚΡΗΤ. ΣΥΝΕΛΕΥΣΕΩΣ bbox=[875, 150, 1298, 191]
article-paragraph: τῶν νέων διευθύνσεων τῆς Γαλλίας θὰ ἀναγκασθῇ νὰ ἀποδεχθῇ καὶ ταῦτα. bbox=[466, 371, 660, 411]
crete-col-a bbox=[875, 233, 1081, 584]
article-paragraph: Ἐν πολιτικοῖς κύκλοις, θεωρεῖται ὅτι ἐκ τῆς τοιαύτης ἐκλογῆς τὸ Κομιτάτον ἐξήγειρεν ἐντονωτέρας ἀντιδράσεις. bbox=[1092, 1330, 1298, 1384]
crete-col-b bbox=[1092, 233, 1298, 584]
headline-germania: Η ΓΕΡΜΑΝΙΑ ΕΙΣ ΤΟ ΚΟΓΚΟΝ bbox=[678, 630, 858, 643]
article-paragraph: Τὸ ὑπόμνημα, τὸ ὁποῖον οἱ Ἀλβανοὶ ἐπέδωσαν πρὸς τοὺς ἐν Σκοπίοις προξένους τῶν Δυνάμεων ἀπεστάλη ἤδη πρὸς τοὺς ἐν Κων/πόλει πρεσβευτάς. bbox=[8, 202, 253, 255]
article-paragraph: Ὡς ἐξηκριβώθη ἔπασχεν ἐκ χολέρας καὶ ἐλήφθησαν ἀμέσως τὰ μέτρα. bbox=[1092, 1688, 1298, 1715]
article-paragraph: Τὸν Καλαντζῆν ἐπεσκέφθη ὁ ἰατρὸς τοῦ Πολιτικοῦ Νοσοκομείου ἄρτι, ὅπως παράσχῃ τὰς ἰατρικὰς βοηθείας· ὁ ἀσθενὴς ὅμως ἀπεβίωσεν εἰς τὸ νοσοκομεῖον. bbox=[1092, 1617, 1298, 1685]
headline-sympraxis-2: ΣΥΜΠΡΑΞΙΣ ΕΛΛΗΝΩΝ ΚΑΙ ΒΟΥΛΓΑΡΩΝ bbox=[1113, 814, 1277, 840]
masthead-rule bbox=[24, 100, 1290, 102]
headline-politiki-katastasis: Η ΠΟΛΙΤΙΚΗ ΚΑΤΑΣΤΑΣΙΣ ΕΝ ΤΟΥΡΚΙΑ bbox=[267, 1847, 551, 1906]
article-paragraph bbox=[671, 646, 865, 783]
article-paragraph: Ὡς ἐξηγηθῇ καὶ ἡ ἀρχὴ τῆς ἡ πρόθεσις τῆς Ἐλευθερίας καὶ Συνεννοήσεως τὸ κόμμα τοῦ κ. Ὀσμὰν Ἀβὰς ἔχει πλέον πρόκριμα. bbox=[570, 2394, 713, 2472]
classified-ad: ΕΝΟΙΚΙΑΖΕΤΑΙ δωμάτιον μετ' ἐπιπλ. εἰς ὁδὸν Ἴωνος Δραγ. 7 bbox=[1100, 1723, 1290, 1746]
article-paragraph: Μετὰ τὴν διάλυσιν ἡ Κυβέρνησις ἀπεφάσισε μὲ τὸ ζήτημα τῆς διαλύσεως τῆς Βουλῆς νὰ ἐκδώσῃ τὴν πολιτικὴν κρίσιν. bbox=[261, 2294, 405, 2359]
section-rule bbox=[8, 782, 253, 783]
headline-xoleion: ΤΟ ΧΟΛΕΙΟΝ ΔΥΣΤΥΧΗΜΑ bbox=[1100, 1505, 1290, 1542]
calendar-month: ΙΑΝΟΥΑΡΙΟΥ bbox=[177, 145, 247, 157]
headline-parisinos: ΚΑΙ Ο ΠΑΡΙΣΙΝΟΣ «ΧΡΟΝΟΣ» bbox=[431, 1342, 539, 1368]
article-paragraph: Πράγματι δὲ ὑπογράψας τὸ διάταγμα ὁ Σουλτάνος ἐκοινοποίησεν τὴν 3 1/2 μ. μ. εἰς τὴν Γ. Πύλην καὶ μετέβησαν εἰς τὴν Βουλὴν ὅπου θὰ ἀνεγνώσθη κατὰ τὴν 3ην μ.μ. ἀναγνωσθὲν τὸ διάταγμα τῆς διαλύσεως. bbox=[413, 2039, 557, 2157]
article-text: —Αἱ ἐνταῦθα ἐφημερίδες σχολιάζουσαι τὴν μετάβασιν τοῦ ἐπὶ τῶν Ἐξωτερικῶν ὑπουργοῦ τῆς Γερμανίας κ. Κίνδερλεν Βαίχτερ εἰς Ρώμην γράφουσιν ὅτι τὸ ταξείδιον τοῦτο ἐνέχει μεγίστην πολιτικὴν σημασίαν. Ὁ Γερμανὸς διπλωμάτης ἐπωφελούμενος τῆς εὐκαιρίας αὐτῆς θὰ συνεννοηθῇ μετὰ τῆς Ἰταλικῆς κυβερνήσεως τὸ ζήτημα τῆς ἐξευρέσεως συμβιβαστικῆς λύσεως πρὸς συνομολόγησιν εἰρήνης μετὰ τῆς Τουρκίας καὶ κατάπαυσιν τοῦ ἐξακολουθοῦντος Ἰταλοτουρκικοῦ πολέμου. bbox=[466, 452, 660, 682]
article-paragraph: Ἐν τοιαύτῃ περιπτώσει οἱ κύριοι ὑποψήφιοι τοῦ Κομιτάτου ἀποχωροῦσι τῶν ἐκλογῶν καὶ θὰ ἀναδειχθῶσιν καθ' ὅλας τὰς ἐπαρχίας. bbox=[570, 2312, 713, 2391]
article-paragraph bbox=[875, 233, 1081, 355]
article-paragraph: —Τηλεγραφοῦσιν ἐκ Τύνιδος ὅτι διαδηλώσεις κατὰ τῆς Ἰταλίας ἐγένοντο ὑπὸ τῶν κατοίκων τῆς πόλεως, οἵτινες ἐξέφρασαν τὴν ἀγανάκτησιν αὐτῶν. bbox=[1092, 669, 1298, 737]
telegram-columns bbox=[261, 371, 865, 941]
column-divider bbox=[257, 104, 258, 1875]
headline-odon-peiraios: ΕΙΣ ΤΗΝ ΟΔΟΝ ΠΕΙΡΑΙΩΣ bbox=[18, 824, 243, 853]
article-paragraph: χωρίς διαφορᾶς, ἐνεκλήθη αὐτῷ ἡ τῆς ἐπιθέσεως κατὰ πάσης ὡς καὶ ἐξ αὐτῶν ταπεινωθεῖς καὶ ἀναγνωρίσεως τῆς Κωνσταντίνου διὰ τοῦ σταθμοῦ Χατζῆ. Προεκλήθη δὲ τῆς Κυριακῆς μετὰ τὸν πρὸς τὰ εἰσιτήρια ὡς ἐπὶ πλήθους τῶν ὑπαλλήλων τοῦ γραφείου ἐν ἧ ἀφικόμενοι τῆς ὁποίας ἔγινεν ἡ συγκέντρωσις ἀρκετῶν εὐπρεπῶν πλεονεκτῶν, τῶν ὁποίων ἡ ἐξήγησις γλυκείᾳ ἐπὶ πολλὴν ὥραν ἐγίνετο καὶ κατὰ τῶν ὁποίων ἀπεργασθέντων ἡ πολιτεία ἔχει αἰτίαν. bbox=[261, 955, 557, 1086]
article-paragraph: Ἡ σύμπραξις αὕτη θὰ ἐνισχύσῃ τὴν ἀντιπολίτευσιν διότι οἱ Βούλγαροι καὶ οἱ Ἕλληνες ἀποτελοῦν σπουδαίαν δύναμιν ἐν τῇ Βουλῇ. bbox=[1092, 955, 1298, 1009]
column-divider bbox=[870, 104, 871, 1875]
headline-idiaiteron-2: ΙΔΙΑΙΤΕΡΟΝ ΤΗΛΕΓΡΑΦΗΜΑ bbox=[1103, 1308, 1298, 1324]
headline-idiaitera-tilegraf: (ΙΔΙΑΙΤΕΡΑ ΤΗΛΕΓΡΑΦ. ΤΟΥ ΣΥΝΤΑΚΤΟΥ ΜΑΣ) bbox=[957, 654, 1216, 667]
article-paragraph: Διὰ τῆς ἐπιδιωκομένης ἀπὸ τῆς Κυβερνήσεως τροποποιήσεως τοῦ ἄρθρου 35 τοῦ Συντάγματος ἡ σημασία τῆς αὐτοκρατορικῆς μοναρχικῆς ἐξουσίας ἐνισχύεται καθ' ὅσον ὁ Σουλτάνος ἐπὶ τῇ βάσει τοῦ συντάγματος θὰ δύναται νὰ διαλύσῃ τὴν Βουλήν. bbox=[722, 1142, 865, 1298]
main-headline bbox=[261, 108, 865, 182]
article-text: —Τηλεγραφήματα ἐκ Ρώμης ἀγγέλλουσιν ὅτι ἡ Ἰταλικὴ κυβέρνησις ἀπεφάσισε νὰ ἀνακαλέσῃ τὸν Ἰταλὸν ἀρχιστράτηγον καὶ ἀρχηγὸν τῆς ἐκστρατείας ἐν Τριπόλιτιδι. Ὁ λόγος τῆς ἀνακλήσεως ταύτης φέρεται ὅτι ὁ Κανέβας ἐπιδείξατο ὀλιγωρίαν περὶ τὴν ἐκτέλεσιν τῆς ἀνατεθείσης αὐτῷ ἐντολῆς, μὴ ἐνεργήσας ὡς ἔδει. bbox=[261, 372, 455, 534]
column-center bbox=[261, 108, 865, 2572]
section-rule bbox=[875, 1516, 1081, 1517]
article-paragraph: Πιστεύεται ὅτι αὐτὰ θὰ παράσχουσι τὴν πλειονοψηφίαν εἰς τὴν ἐπιτροπὴν τοῦ κόμματος ὥστε τὸ ἀποτέλεσμα νὰ εὐνοήσῃ τὸ ἐν τῇ Βουλῇ κόμμα. bbox=[570, 1093, 713, 1184]
article-text: —Ἀγγέλλεται τηλεγραφικῶς ἐκ Ρώμης ὅτι ἡ Ἰταλικὴ κυβέρνησις κατόπιν τῶν ἐντονωτάτων παραστάσεων τοῦ αὐτόθι πρεσβευτοῦ τῆς Γαλλίας συγκατετέθη νὰ δεχθῇ ἐξέτασιν τῆς ὑποθέσεως. Γαλλικὰ ἀτμόπλοια οὐχὶ ἧττον ὅμως ἠρνήθη κατηγορηματικῶς νὰ ἀπολύσῃ τοὺς ἐπὶ τῶν ἀνωτέρω ἀτμοπλοίων συλληφθέντας Τούρκους, δηλῶν νὰ ἀναθέσῃ τῇ αὐτοδικαίως τὴν ἐξακολούθησιν τῶν ἀνακρίσεων. bbox=[261, 659, 455, 862]
headline-xrisma: ΤΟ ΧΡΙΣΜΑ ΤΗΣ ΕΠΙΤΡΟΠΗΣ ΕΙΣ ΕΠΑΝΑΣΤΑΤΙΚΗΝ bbox=[929, 193, 1244, 206]
article-paragraph: Ἐὰν δὲν ὑπάρξῃ μέχρι τῆς ἡ ἐπαρκὴς ἐπικράτησις τῆς Ἑνώσεως καὶ Προόδου ἡ Βουλὴ θὰ συνέλθῃ κατὰ τὴν ἡμέραν κατὰ τὴν ὁποίαν θὰ ὁρίσῃ νέον διάταγμα ἐπὶ τῇ βάσει τοῦ συντάγματος. bbox=[570, 1894, 713, 1998]
crete-columns bbox=[875, 233, 1298, 584]
headline-tagayms: ΟΙ "ΤΑ-Γ'ΜΣ" ΠΕΡΙ ΤΗΣ ΜΑΚΕΔΟΝΙΑΣ bbox=[278, 1094, 540, 1178]
article-paragraph bbox=[261, 1245, 405, 1558]
